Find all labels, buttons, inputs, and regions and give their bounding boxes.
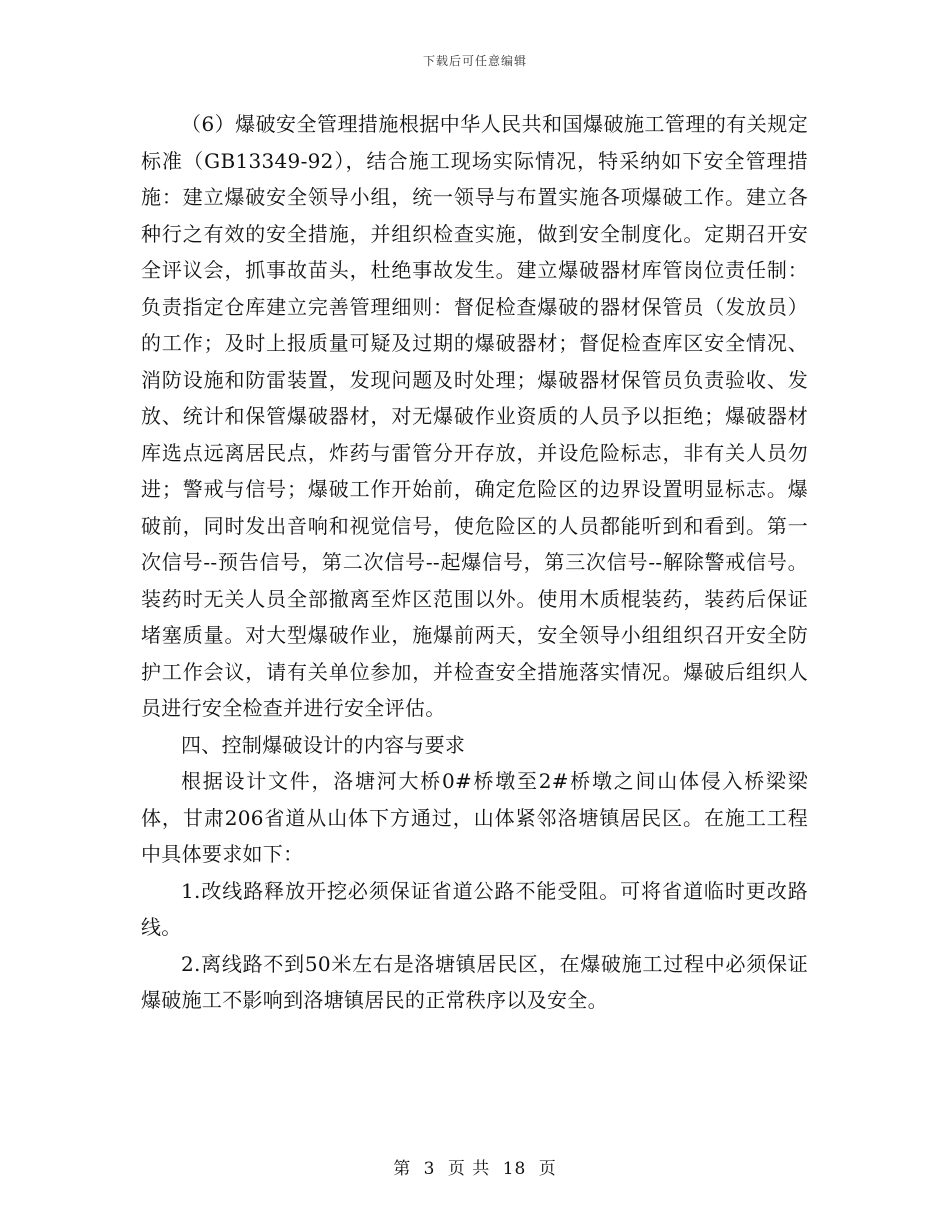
footer-total-pages: 18	[502, 1159, 527, 1179]
header-note: 下载后可任意编辑	[422, 54, 527, 68]
footer-middle: 页 共	[447, 1159, 491, 1179]
footer-suffix: 页	[538, 1159, 557, 1179]
list-item-2: 2.离线路不到50米左右是洛塘镇居民区，在爆破施工过程中必须保证爆破施工不影响到洛塘镇居民的正常秩序以及安全。	[141, 951, 808, 1012]
page-footer	[0, 1154, 950, 1179]
footer-prefix: 第	[393, 1159, 412, 1179]
section-heading: 四、控制爆破设计的内容与要求	[181, 732, 466, 757]
footer-current-page: 3	[423, 1159, 436, 1179]
document-body	[141, 106, 808, 1019]
paragraph-design-basis: 根据设计文件，洛塘河大桥0#桥墩至2#桥墩之间山体侵入桥梁梁体，甘肃206省道从山体下方通过，山体紧邻洛塘镇居民区。在施工工程中具体要求如下：	[141, 769, 808, 866]
paragraph-safety-measures: （6）爆破安全管理措施根据中华人民共和国爆破施工管理的有关规定标准（GB13349-92），结合施工现场实际情况，特采纳如下安全管理措施：建立爆破安全领导小组，统一领导与布置实施各项爆破工作。建立各种行之有效的安全措施，并组织检查实施，做到安全制度化。定期召开安全评议会，抓事故苗头，杜绝事故发生。建立爆破器材库管岗位责任制：负责指定仓库建立完善管理细则：督促检查爆破的器材保管员（发放员）的工作；及时上报质量可疑及过期的爆破器材；督促检查库区安全情况、消防设施和防雷装置，发现问题及时处理；爆破器材保管员负责验收、发放、统计和保管爆破器材，对无爆破作业资质的人员予以拒绝；爆破器材库选点远离居民点，炸药与雷管分开存放，并设危险标志，非有关人员勿进；警戒与信号；爆破工作开始前，确定危险区的边界设置明显标志。爆破前，同时发出音响和视觉信号，使危险区的人员都能听到和看到。第一次信号--预告信号，第二次信号--起爆信号，第三次信号--解除警戒信号。装药时无关人员全部撤离至炸区范围以外。使用木质棍装药，装药后保证堵塞质量。对大型爆破作业，施爆前两天，安全领导小组组织召开安全防护工作会议，请有关单位参加，并检查安全措施落实情况。爆破后组织人员进行安全检查并进行安全评估。	[141, 112, 808, 720]
list-item-1: 1.改线路释放开挖必须保证省道公路不能受阻。可将省道临时更改路线。	[141, 878, 808, 939]
